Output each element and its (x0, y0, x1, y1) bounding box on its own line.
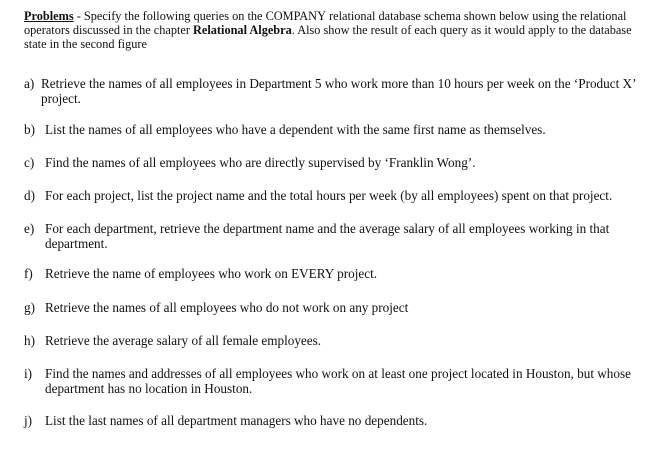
problem-text: Find the names of all employees who are directly supervised by ‘Franklin Wong’. (45, 155, 476, 170)
problem-item-i (24, 366, 656, 396)
problem-item-b (24, 122, 656, 137)
problems-heading: Problems (24, 9, 74, 23)
problem-item-f (24, 266, 656, 281)
problem-item-j (24, 413, 656, 428)
problem-text: For each project, list the project name and the total hours per week (by all employees) spent on that project. (45, 188, 613, 203)
problem-marker: f) (24, 266, 33, 281)
schema-name: COMPANY (265, 9, 326, 23)
problem-text: Retrieve the names of all employees in Department 5 who work more than 10 hours per week on the ‘Product X’ project. (41, 76, 636, 106)
chapter-name: Relational Algebra (193, 23, 292, 37)
problem-item-d (24, 188, 656, 203)
problem-marker: h) (24, 333, 35, 348)
problems-intro (24, 9, 649, 51)
problem-marker: c) (24, 155, 35, 170)
problem-marker: b) (24, 122, 35, 137)
problem-text: List the last names of all department managers who have no dependents. (45, 413, 428, 428)
intro-text-3: . Also show the result of each query as it would apply to the database state in the second figure (24, 23, 632, 51)
problem-marker: g) (24, 300, 35, 315)
problem-text: Retrieve the average salary of all female employees. (45, 333, 322, 348)
problem-marker: a) (24, 76, 35, 91)
problem-text: Retrieve the name of employees who work on EVERY project. (45, 266, 378, 281)
problem-item-e (24, 221, 656, 251)
intro-text-1: - Specify the following queries on the (73, 9, 266, 23)
problem-text: Retrieve the names of all employees who do not work on any project (45, 300, 409, 315)
problem-text: For each department, retrieve the department name and the average salary of all employees working in that department. (45, 221, 610, 251)
problem-marker: i) (24, 366, 33, 381)
problem-item-h (24, 333, 656, 348)
problem-item-g (24, 300, 656, 315)
problem-item-c (24, 155, 656, 170)
problem-text: List the names of all employees who have a dependent with the same first name as themselves. (45, 122, 546, 137)
problem-text: Find the names and addresses of all employees who work on at least one project located in Houston, but whose department has no location in Houston. (45, 366, 631, 396)
problem-item-a (24, 76, 656, 106)
intro-text-2: relational database schema shown below using the relational operators discussed in the chapter (24, 9, 627, 37)
problem-marker: e) (24, 221, 35, 236)
problem-marker: d) (24, 188, 35, 203)
problem-marker: j) (24, 413, 33, 428)
